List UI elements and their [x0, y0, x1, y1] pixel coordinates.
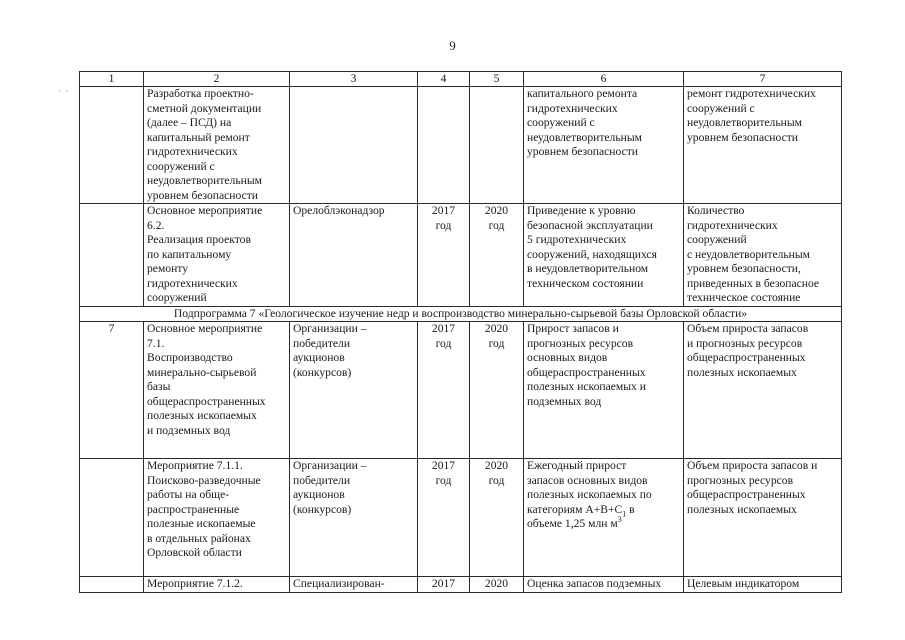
- indicator-cell: Целевым индикатором: [684, 577, 842, 593]
- row-number-cell: [80, 204, 144, 307]
- executor-cell: Организации – победители аукционов (конкурсов): [290, 459, 418, 577]
- column-header: 7: [684, 72, 842, 87]
- expected-result-cell: Приведение к уровню безопасной эксплуатации 5 гидротехнических сооружений, находящихся в неудовлетворительном техническом состоянии: [524, 204, 684, 307]
- category-subscript: 1: [622, 508, 627, 518]
- table-row: [80, 87, 842, 204]
- row-number-cell: 7: [80, 322, 144, 459]
- end-year-cell: 2020 год: [470, 204, 524, 307]
- column-header: 5: [470, 72, 524, 87]
- column-header: 4: [418, 72, 470, 87]
- end-year-cell: 2020 год: [470, 322, 524, 459]
- page-number: 9: [449, 38, 456, 53]
- result-text-part-b: в объеме 1,25 млн м: [527, 502, 635, 530]
- indicator-cell: ремонт гидротехнических сооружений с неудовлетворительным уровнем безопасности: [684, 87, 842, 204]
- column-header: 3: [290, 72, 418, 87]
- indicator-cell: Объем прироста запасов и прогнозных ресурсов общераспространенных полезных ископаемых: [684, 322, 842, 459]
- table-row: [80, 322, 842, 459]
- expected-result-cell: капитального ремонта гидротехнических сооружений с неудовлетворительным уровнем безопасности: [524, 87, 684, 204]
- table-row: [80, 459, 842, 577]
- column-header: 1: [80, 72, 144, 87]
- end-year-cell: [470, 87, 524, 204]
- result-text-part-a: Ежегодный прирост запасов основных видов полезных ископаемых по категориям А+В+С: [527, 459, 652, 516]
- start-year-cell: [418, 87, 470, 204]
- unit-superscript: 3: [617, 515, 622, 525]
- measure-name-cell: Основное мероприятие 7.1. Воспроизводство минерально-сырьевой базы общераспространенных полезных ископаемых и подземных вод: [144, 322, 290, 459]
- row-number-cell: [80, 459, 144, 577]
- measures-table: [79, 71, 842, 593]
- start-year-cell: 2017: [418, 577, 470, 593]
- start-year-cell: 2017 год: [418, 322, 470, 459]
- executor-cell: [290, 87, 418, 204]
- executor-cell: Организации – победители аукционов (конкурсов): [290, 322, 418, 459]
- start-year-cell: 2017 год: [418, 459, 470, 577]
- column-header: 2: [144, 72, 290, 87]
- measure-name-cell: Разработка проектно- сметной документации (далее – ПСД) на капитальный ремонт гидротехнических сооружений с неудовлетворительным уровнем безопасности: [144, 87, 290, 204]
- row-number-cell: [80, 577, 144, 593]
- table-row: [80, 204, 842, 307]
- measure-name-cell: Основное мероприятие 6.2. Реализация проектов по капитальному ремонту гидротехнических сооружений: [144, 204, 290, 307]
- row-number-cell: [80, 87, 144, 204]
- measure-name-cell: Мероприятие 7.1.1. Поисково-разведочные работы на обще- распространенные полезные ископаемые в отдельных районах Орловской области: [144, 459, 290, 577]
- start-year-cell: 2017 год: [418, 204, 470, 307]
- executor-cell: Специализирован-: [290, 577, 418, 593]
- executor-cell: Орелоблэконадзор: [290, 204, 418, 307]
- expected-result-cell: [524, 459, 684, 577]
- subprogram-title: Подпрограмма 7 «Геологическое изучение недр и воспроизводство минерально-сырьевой базы Орловской области»: [80, 307, 842, 322]
- subprogram-row: [80, 307, 842, 322]
- indicator-cell: Объем прироста запасов и прогнозных ресурсов общераспространенных полезных ископаемых: [684, 459, 842, 577]
- end-year-cell: 2020 год: [470, 459, 524, 577]
- scan-marks: · ·: [58, 86, 70, 96]
- expected-result-cell: Прирост запасов и прогнозных ресурсов основных видов общераспространенных полезных ископаемых и подземных вод: [524, 322, 684, 459]
- indicator-cell: Количество гидротехнических сооружений с неудовлетворительным уровнем безопасности, приведенных в безопасное техническое состояние: [684, 204, 842, 307]
- column-header: 6: [524, 72, 684, 87]
- table-row: [80, 577, 842, 593]
- expected-result-cell: Оценка запасов подземных: [524, 577, 684, 593]
- end-year-cell: 2020: [470, 577, 524, 593]
- measure-name-cell: Мероприятие 7.1.2.: [144, 577, 290, 593]
- table-header-row: [80, 72, 842, 87]
